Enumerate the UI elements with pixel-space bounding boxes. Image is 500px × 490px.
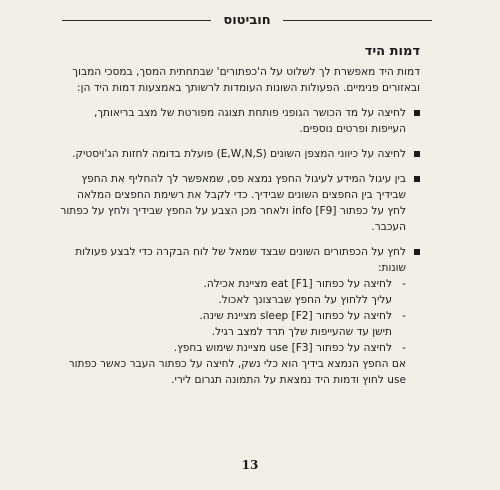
page-number: 13 [241, 458, 259, 472]
bullet-text: בין עיגול המידע לעיגול החפץ נמצא פס, שמאפשר לך להחליף את החפץ שבידיך בין החפצים השונים שבידיך. כדי לקבל את רשימת החפצים המלאה לחץ על כפתור info [F9] ולאחר מכן הצבע על החפץ שבידיך ולחץ על כפתור העכבר. [60, 173, 406, 233]
bullet-compass [58, 146, 420, 162]
list-dash: - [402, 278, 406, 290]
control-buttons-list [58, 276, 406, 356]
square-bullet-icon [414, 249, 420, 255]
list-item [58, 276, 406, 292]
bullet-control-buttons [58, 244, 420, 388]
list-dash: - [402, 310, 406, 322]
bullet-text: לחיצה על כיווני המצפן השונים (E,W,N,S) פועלת בדומה לחזות הג'ויסטיק. [72, 148, 406, 160]
weapon-note: אם החפץ הנמצא בידיך הוא כלי נשק, לחיצה על כפתור העבר כאשר כפתור use לחוץ ודמות היד נמצאת על התמונה תגרום לירי. [68, 358, 406, 386]
header-title: חוביטוס [223, 12, 271, 28]
square-bullet-icon [414, 151, 420, 157]
list-item-text: לחיצה על כפתור eat [F1] מציינת אכילה. [203, 278, 392, 290]
list-item [58, 292, 406, 308]
header-rule-right [283, 20, 432, 21]
list-item [58, 340, 406, 356]
bullet-text: לחיצה על מד הכושר הגופני פותחת תצוגה מפורטת של מצב בריאותך, העייפות ופרטים נוספים. [94, 107, 406, 135]
section-title: דמות היד [364, 44, 420, 59]
list-item [58, 324, 406, 340]
list-item-text: לחיצה על כפתור sleep [F2] מציינת שינה. [199, 310, 392, 322]
page-content [58, 44, 420, 397]
bullet-items-bar [58, 171, 420, 235]
section-intro: דמות היד מאפשרת לך לשלוט על ה'כפתורים' שבתחתית המסך, במסכי המבוך ובאזורים פנימיים. הפעולות השונות העומדות לרשותך באמצעות דמות היד הן: [72, 66, 420, 94]
header-rule-left [62, 20, 211, 21]
square-bullet-icon [414, 110, 420, 116]
square-bullet-icon [414, 176, 420, 182]
page-header [62, 8, 432, 32]
bullet-fitness [58, 105, 420, 137]
list-item [58, 308, 406, 324]
bullet-text: לחץ על הכפתורים השונים שבצד שמאל של לוח הבקרה כדי לבצע פעולות שונות: [75, 246, 406, 274]
list-item-text: לחיצה על כפתור use [F3] מציינת שימוש בחפץ. [173, 342, 392, 354]
list-item-text: עליך ללחוץ על החפץ שברצונך לאכול. [218, 294, 392, 306]
list-item-text: תישן עד שהעייפות שלך תרד למצב רגיל. [211, 326, 392, 338]
list-dash: - [402, 342, 406, 354]
